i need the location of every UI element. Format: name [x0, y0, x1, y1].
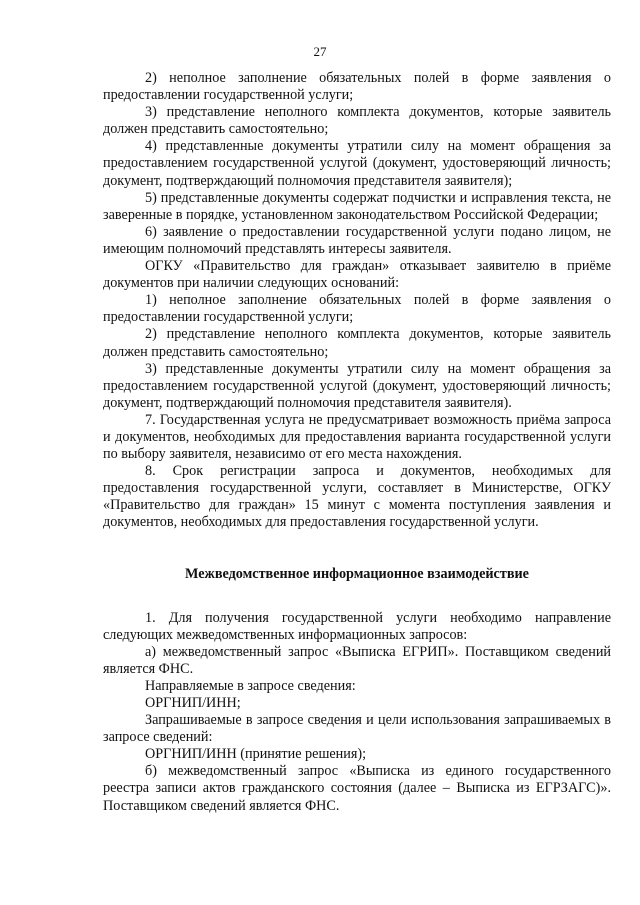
paragraph: 2) неполное заполнение обязательных полей в форме заявления о предоставлении государственной услуги;	[103, 70, 611, 104]
paragraph: 3) представление неполного комплекта документов, которые заявитель должен представить самостоятельно;	[103, 104, 611, 138]
section-heading: Межведомственное информационное взаимодействие	[185, 565, 529, 582]
paragraph: 4) представленные документы утратили силу на момент обращения за предоставлением государственной услугой (документ, удостоверяющий личность; документ, подтверждающий полномочия представителя заявителя);	[103, 138, 611, 189]
paragraph: а) межведомственный запрос «Выписка ЕГРИП». Поставщиком сведений является ФНС.	[103, 643, 611, 677]
paragraph: б) межведомственный запрос «Выписка из единого государственного реестра записи актов гражданского состояния (далее – Выписка из ЕГРЗАГС)». Поставщиком сведений является ФНС.	[103, 763, 611, 814]
paragraph: 8. Срок регистрации запроса и документов, необходимых для предоставления государственной услуги, составляет в Министерстве, ОГКУ «Правительство для граждан» 15 минут с момента поступления заявления и документов, необходимых для предоставления государственной услуги.	[103, 463, 611, 531]
paragraph: ОГКУ «Правительство для граждан» отказывает заявителю в приёме документов при наличии следующих оснований:	[103, 258, 611, 292]
paragraph: 1) неполное заполнение обязательных полей в форме заявления о предоставлении государственной услуги;	[103, 292, 611, 326]
paragraph: ОРГНИП/ИНН;	[145, 695, 241, 711]
paragraph: 6) заявление о предоставлении государственной услуги подано лицом, не имеющим полномочий представлять интересы заявителя.	[103, 223, 611, 257]
paragraph: 3) представленные документы утратили силу на момент обращения за предоставлением государственной услугой (документ, удостоверяющий личность; документ, подтверждающий полномочия представителя заявителя).	[103, 360, 611, 411]
paragraph: 5) представленные документы содержат подчистки и исправления текста, не заверенные в порядке, установленном законодательством Российской Федерации;	[103, 189, 611, 223]
paragraph: Запрашиваемые в запросе сведения и цели использования запрашиваемых в запросе сведений:	[103, 712, 611, 746]
paragraph: 1. Для получения государственной услуги необходимо направление следующих межведомственных информационных запросов:	[103, 609, 611, 643]
paragraph: Направляемые в запросе сведения:	[145, 677, 356, 694]
paragraph: ОРГНИП/ИНН (принятие решения);	[145, 746, 367, 763]
paragraph: 7. Государственная услуга не предусматривает возможность приёма запроса и документов, необходимых для предоставления варианта государственной услуги по выбору заявителя, независимо от его места нахождения.	[103, 411, 611, 463]
page-number: 27	[313, 44, 327, 59]
document-body	[103, 70, 611, 815]
paragraph: 2) представление неполного комплекта документов, которые заявитель должен представить самостоятельно;	[103, 326, 611, 360]
